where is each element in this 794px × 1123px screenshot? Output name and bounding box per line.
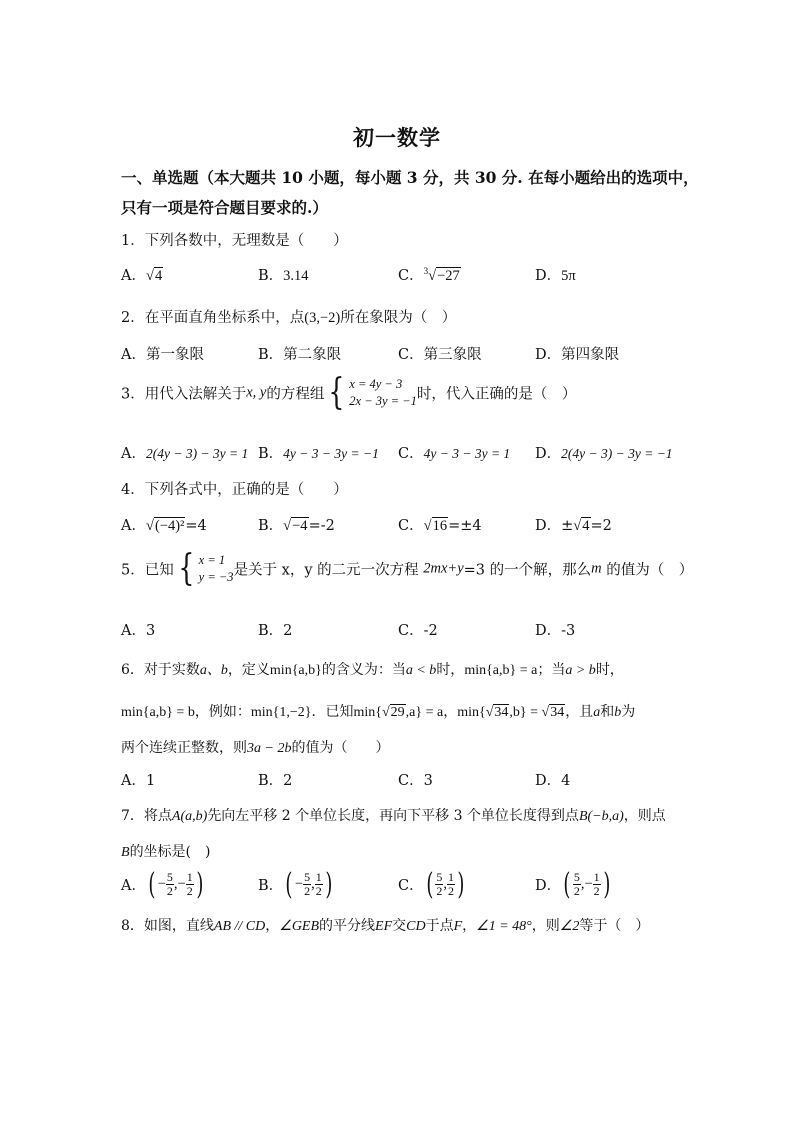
- q5-option-a: A．3: [121, 623, 156, 639]
- q2-option-c: C．第三象限: [398, 347, 482, 363]
- q2-point: (3,−2): [304, 310, 341, 326]
- q3-option-b: B．4y − 3 − 3y = −1: [258, 446, 379, 462]
- q7-line1: 7．将点A(a,b)先向左平移 2 个单位长度，再向下平移 3 个单位长度得到点B(−b,a)，则点: [121, 808, 666, 824]
- q1-option-b: B．3.14: [258, 268, 309, 284]
- sqrt-symbol: √4: [145, 268, 163, 284]
- q7-line2: B的坐标是( ): [121, 844, 211, 860]
- q1-option-d: D．5π: [535, 268, 576, 284]
- q8-stem: 8．如图，直线AB // CD，∠GEB的平分线EF交CD于点F，∠1 = 48°，则∠2等于（ ）: [121, 918, 650, 934]
- q4-option-d: D．±√4=2: [535, 518, 612, 534]
- sqrt-symbol: √34: [485, 705, 509, 720]
- fraction: $\frac{5}{2}$: [436, 870, 443, 898]
- sqrt-symbol: √4: [573, 518, 590, 534]
- q2-stem: 2．在平面直角坐标系中，点(3,−2)所在象限为（ ）: [121, 310, 457, 326]
- page-title: 初一数学: [353, 125, 441, 150]
- q6-line1: 6．对于实数a、b，定义min{a,b}的含义为：当a < b时，min{a,b} = a；当a > b时，: [121, 662, 624, 678]
- q7-option-c: C． ( $\frac{5}{2}$ , $\frac{1}{2}$ ): [398, 867, 465, 902]
- q2-option-a: A．第一象限: [121, 347, 204, 363]
- q6-option-b: B．2: [258, 773, 293, 789]
- q6-line3: 两个连续正整数，则3a − 2b的值为（ ）: [121, 740, 390, 756]
- q1-option-a: A．√4: [121, 268, 163, 284]
- q7-option-a: A． ( − $\frac{5}{2}$ ,− $\frac{1}{2}$ ): [121, 867, 204, 902]
- q4-option-a: A．√(−4)²=4: [121, 518, 207, 534]
- q3-option-c: C．4y − 3 − 3y = 1: [398, 446, 511, 462]
- q5-option-d: D．-3: [535, 623, 576, 639]
- sqrt-symbol: √−4: [283, 518, 308, 534]
- section-header-line2: 只有一项是符合题目要求的.）: [121, 198, 328, 217]
- q4-option-c: C．√16=±4: [398, 518, 482, 534]
- q4-stem: 4．下列各式中，正确的是（ ）: [121, 482, 348, 498]
- q7-option-d: D． ( $\frac{5}{2}$ ,− $\frac{1}{2}$ ): [535, 867, 611, 902]
- q3-equation-system: { x = 4y − 3 2x − 3y = −1: [328, 372, 417, 413]
- q7-option-b: B． ( − $\frac{5}{2}$ , $\frac{1}{2}$ ): [258, 867, 333, 902]
- q6-option-c: C．3: [398, 773, 433, 789]
- sqrt-symbol: √34: [541, 705, 565, 720]
- q1-stem: 1．下列各数中，无理数是（ ）: [121, 233, 348, 249]
- q5-equation-system: { x = 1 y = −3: [178, 548, 234, 589]
- sqrt-symbol: √29: [381, 705, 405, 720]
- sqrt-symbol: √(−4)²: [145, 518, 185, 534]
- fraction: $\frac{1}{2}$: [447, 870, 454, 898]
- q6-line2: min{a,b} = b，例如：min{1,−2}．已知min{√29,a} = a，min{√34,b} = √34，且a和b为: [121, 704, 636, 720]
- q6-option-d: D．4: [535, 773, 571, 789]
- fraction: $\frac{1}{2}$: [593, 870, 600, 898]
- section-header-line1: 一、单选题（本大题共 10 小题，每小题 3 分，共 30 分. 在每小题给出的选项中，: [121, 168, 699, 187]
- cube-root-symbol: √−27: [428, 268, 460, 284]
- q3-stem: 3．用代入法解关于x, y的方程组 { x = 4y − 3 2x − 3y = −1 时，代入正确的是（ ）: [121, 372, 577, 413]
- q2-option-b: B．第二象限: [258, 347, 342, 363]
- fraction: $\frac{5}{2}$: [166, 870, 173, 898]
- q6-option-a: A．1: [121, 773, 156, 789]
- q5-option-b: B．2: [258, 623, 293, 639]
- q5-option-c: C．-2: [398, 623, 438, 639]
- q1-option-c: C．$^3$√−27: [398, 266, 460, 284]
- q4-option-b: B．√−4=-2: [258, 518, 335, 534]
- q3-option-d: D．2(4y − 3) − 3y = −1: [535, 446, 673, 462]
- fraction: $\frac{5}{2}$: [573, 870, 580, 898]
- fraction: $\frac{5}{2}$: [304, 870, 311, 898]
- q5-stem: 5．已知 { x = 1 y = −3 是关于 x，y 的二元一次方程 2mx+y=3 的一个解，那么m 的值为（ ）: [121, 548, 694, 589]
- fraction: $\frac{1}{2}$: [186, 870, 193, 898]
- sqrt-symbol: √16: [423, 518, 448, 534]
- q3-option-a: A．2(4y − 3) − 3y = 1: [121, 446, 249, 462]
- q2-option-d: D．第四象限: [535, 347, 620, 363]
- fraction: $\frac{1}{2}$: [315, 870, 322, 898]
